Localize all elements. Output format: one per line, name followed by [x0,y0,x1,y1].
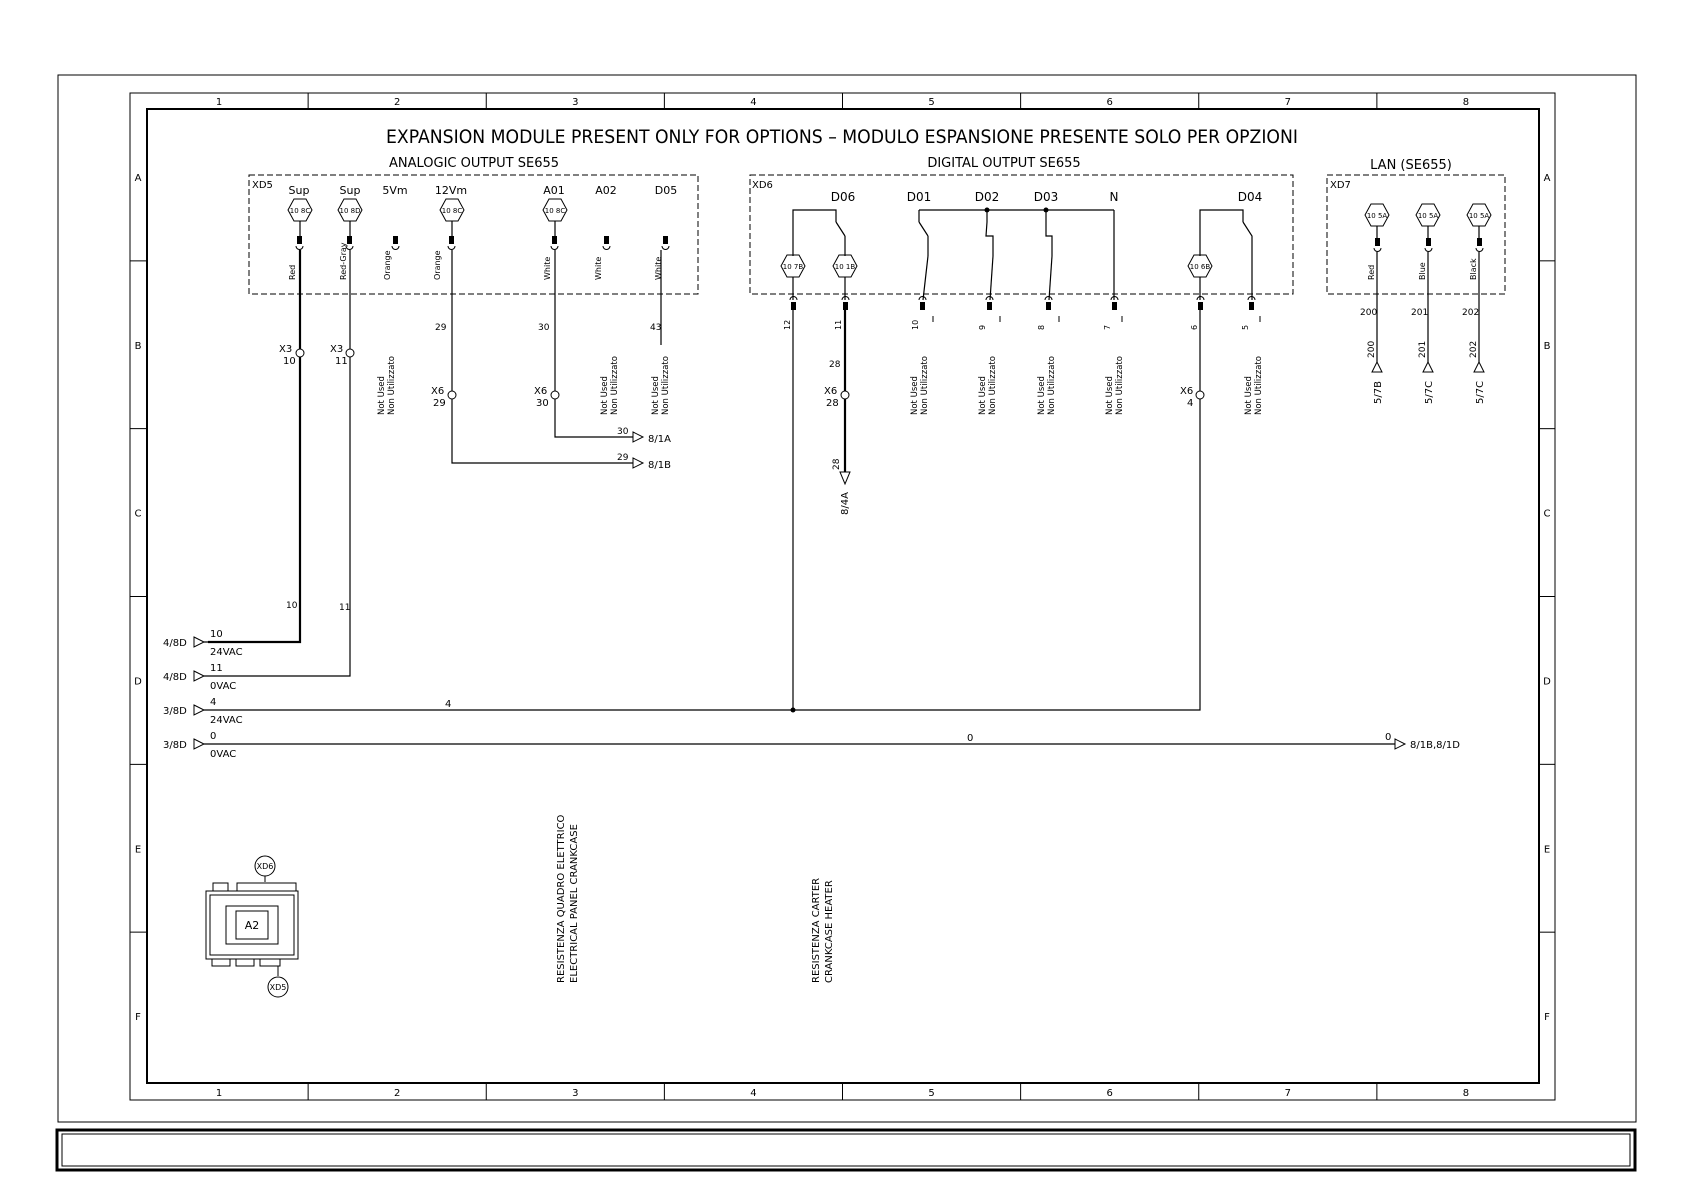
grid-row-label: D [134,676,142,688]
not-used-en: Not Used [377,376,387,415]
wire-num: 10 [286,601,298,611]
not-used-it: Non Utilizzato [1047,356,1057,415]
not-used-it: Non Utilizzato [610,356,620,415]
device-name: A2 [244,919,260,932]
digital-pin-connectors [790,297,1255,311]
supply-volt: 0VAC [210,681,237,692]
grid-column-label: 8 [1462,97,1470,108]
pin-num: 5 [1241,324,1250,330]
not-used-en: Not Used [1105,376,1115,415]
digital-heading: DIGITAL OUTPUT SE655 [927,156,1081,171]
grid-column-label: 4 [750,97,757,108]
fuse-label: 10 1B [834,263,856,271]
output-label: D02 [974,190,1000,204]
note-line: RESISTENZA QUADRO ELETTRICO [556,814,567,983]
fuse-label: 10 6B [1189,263,1211,271]
pin-label: D05 [654,184,678,197]
analog-refs [648,434,671,471]
supply-ref: 3/8D [163,740,187,751]
supply-lines [194,637,1405,749]
fuse-symbol [1467,204,1491,226]
terminal-num: 28 [826,398,839,409]
not-used-it: Non Utilizzato [661,356,671,415]
pin-label: Sup [339,184,361,197]
terminal-block: X3 [279,344,293,355]
device-top-label: XD6 [256,862,274,871]
supply-wire: 11 [210,663,223,674]
wire-num: 0 [1385,732,1392,743]
supply-ref: 4/8D [163,672,187,683]
pin-num: 12 [783,319,792,330]
wire-num: 43 [650,323,662,333]
fuse-symbol [781,255,805,277]
wire-color: White [543,256,552,280]
analog-connector: XD5 [252,180,273,191]
supply-ref: 4/8D [163,638,187,649]
grid-column-label: 7 [1284,1088,1291,1099]
wire-num: 29 [617,453,629,463]
grid-column-label: 3 [572,1088,579,1099]
not-used-it: Non Utilizzato [988,356,998,415]
fuse-symbol [1188,255,1212,277]
note-line: CRANKCASE HEATER [824,880,835,983]
digital-connector: XD6 [752,180,773,191]
wire-num: 30 [538,323,550,333]
not-used-it: Non Utilizzato [920,356,930,415]
wire-num: 28 [829,360,841,370]
grid-row-label: E [1543,844,1551,856]
device-a2 [206,856,298,997]
analog-pin-labels [289,184,678,197]
digital-labels [831,190,1263,204]
digital-terminal-labels [824,360,1193,515]
fuse-symbol [1365,204,1389,226]
wire-num: 202 [1462,308,1480,318]
not-used-it: Non Utilizzato [1254,356,1264,415]
analog-wire-colors [288,242,663,280]
not-used-en: Not Used [1037,376,1047,415]
grid-column-label: 1 [215,97,223,108]
pin-num: 6 [1190,324,1199,330]
device-bottom-label: XD5 [269,983,287,992]
not-used-en: Not Used [651,376,661,415]
not-used-en: Not Used [1244,376,1254,415]
title-block-outer [57,1130,1635,1170]
wire-num: 200 [1367,340,1377,358]
outer-sheet-border [58,75,1636,1122]
grid-row-label: B [1543,340,1551,352]
wire-color: Red [1367,264,1376,280]
wire-num: 200 [1360,308,1378,318]
grid-column-label: 8 [1462,1088,1470,1099]
terminal-block: X6 [1180,386,1194,397]
analog-box [249,175,698,294]
grid-row-label: F [135,1012,141,1024]
pin-num: 10 [911,319,920,330]
output-label: N [1109,190,1119,204]
supply-ref: 3/8D [163,706,187,717]
wire-num: 0 [967,733,974,744]
pin-label: A02 [595,184,617,197]
wire-num: 30 [617,427,629,437]
grid-column-label: 5 [928,97,935,108]
lan-box [1327,175,1505,294]
supply-volt: 24VAC [210,715,243,726]
fuse-label: 10 8C [441,207,463,215]
not-used-it: Non Utilizzato [1115,356,1125,415]
grid-column-label: 3 [572,97,579,108]
terminal-num: 29 [433,398,446,409]
analog-heading: ANALOGIC OUTPUT SE655 [388,156,560,171]
pin-label: A01 [543,184,565,197]
terminal-num: 4 [1187,398,1194,409]
not-used-en: Not Used [600,376,610,415]
analog-pin-connectors [296,236,669,250]
wire-color: Orange [383,250,392,280]
pin-label: Sup [288,184,310,197]
supply-volt: 0VAC [210,749,237,760]
not-used-en: Not Used [910,376,920,415]
wire-color: Red [288,264,297,280]
fuse-symbol [543,199,567,221]
cross-ref: 8/1B [648,460,671,471]
fuse-label: 10 7B [782,263,804,271]
wire-num: 201 [1418,340,1428,358]
fuse-label: 10 8C [289,207,311,215]
lan-connector: XD7 [1330,180,1351,191]
title-block-inner [62,1134,1630,1166]
not-used-it: Non Utilizzato [387,356,397,415]
wire-color: Red-Gray [339,242,348,280]
fuse-label: 10 5A [1417,212,1439,220]
digital-contacts [793,208,1252,257]
lan-refs [1373,381,1486,404]
fuse-symbol [288,199,312,221]
fuse-symbol [338,199,362,221]
fuse-label: 10 8D [339,207,361,215]
pin-num: 8 [1037,324,1046,330]
wire-color: White [654,256,663,280]
grid-column-label: 4 [750,1088,757,1099]
supply-wire: 0 [210,731,217,742]
terminal-num: 30 [536,398,549,409]
grid-column-label: 2 [394,97,401,108]
cross-ref: 5/7C [1475,380,1486,404]
output-label: D03 [1033,190,1059,204]
analog-wires [208,221,661,676]
lan-wire-numbers [1360,308,1479,358]
wire-color: Orange [433,250,442,280]
wire-color: Black [1469,258,1478,280]
supply-volt: 24VAC [210,647,243,658]
terminal-block: X6 [824,386,838,397]
note-line: ELECTRICAL PANEL CRANKCASE [569,824,580,983]
output-label: D01 [906,190,932,204]
lan-wires [1372,226,1484,372]
not-used-en: Not Used [978,376,988,415]
terminal-block: X6 [431,386,445,397]
fuse-label: 10 8C [544,207,566,215]
wire-color: Blue [1418,262,1427,280]
pin-num: 7 [1103,324,1112,330]
terminal-num: 11 [335,356,348,367]
digital-wires [210,256,1260,713]
cross-ref: 8/4A [840,492,851,515]
cross-ref: 5/7C [1424,380,1435,404]
notes [556,814,835,983]
fuse-symbol [440,199,464,221]
not-used-labels [377,356,1264,415]
grid-column-label: 6 [1106,97,1113,108]
supply-wire: 10 [210,629,223,640]
cross-ref: 8/1A [648,434,671,445]
pin-label: 5Vm [382,184,408,197]
fuse-label: 10 5A [1366,212,1388,220]
cross-ref: 5/7B [1373,381,1384,404]
grid-column-label: 5 [928,1088,935,1099]
wire-color: White [594,256,603,280]
wire-num: 202 [1469,340,1479,358]
output-label: D06 [830,190,856,204]
lan-colors [1367,258,1478,280]
grid-column-label: 2 [394,1088,401,1099]
grid-row-label: C [134,508,142,520]
grid-row-label: E [134,844,142,856]
grid-row-label: C [1543,508,1551,520]
fuse-symbol [833,255,857,277]
grid-row-label: B [134,340,142,352]
grid-column-label: 7 [1284,97,1291,108]
wire-num: 4 [445,699,452,710]
supply-labels [163,629,1460,760]
grid-row-label: A [134,172,142,184]
lan-heading: LAN (SE655) [1370,158,1452,173]
analog-terminal-labels [279,344,549,409]
terminal-block: X3 [330,344,344,355]
fuse-symbol [1416,204,1440,226]
grid-row-label: A [1543,172,1551,184]
digital-pin-numbers [783,320,1250,330]
page-title: EXPANSION MODULE PRESENT ONLY FOR OPTIONS – MODULO ESPANSIONE PRESENTE SOLO PER OPZIONI [386,126,1298,148]
terminal-block: X6 [534,386,548,397]
pin-num: 9 [978,324,987,330]
grid-column-label: 6 [1106,1088,1113,1099]
grid-row-label: F [1544,1012,1550,1024]
wire-num: 201 [1411,308,1429,318]
wire-num: 28 [832,458,842,470]
grid-column-label: 1 [215,1088,223,1099]
output-label: D04 [1237,190,1263,204]
fuse-label: 10 5A [1468,212,1490,220]
grid-row-label: D [1543,676,1551,688]
pin-num: 11 [834,319,843,330]
wire-num: 11 [339,603,351,613]
cross-ref: 8/1B,8/1D [1410,740,1460,751]
supply-wire: 4 [210,697,217,708]
pin-label: 12Vm [434,184,468,197]
note-line: RESISTENZA CARTER [811,877,822,983]
wire-num: 29 [435,323,447,333]
terminal-num: 10 [283,356,296,367]
